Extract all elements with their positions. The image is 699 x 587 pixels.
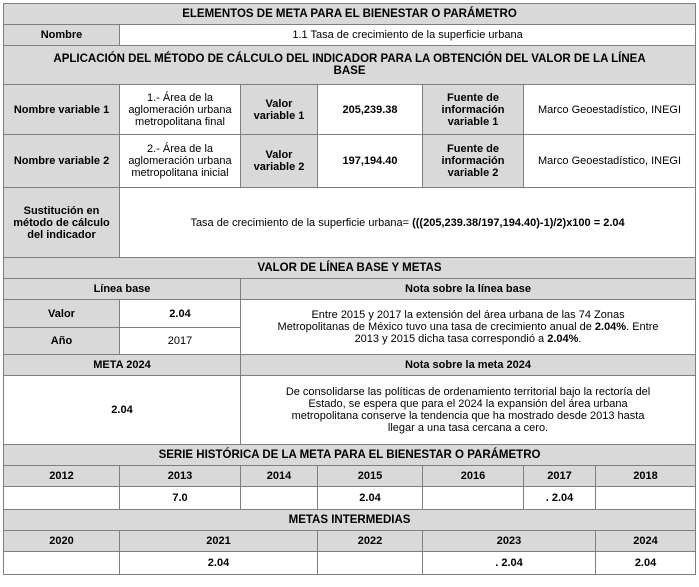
serie-year: 2012 <box>4 466 120 487</box>
linea-base-anio: 2017 <box>120 328 241 355</box>
sustitucion-formula: (((205,239.38/197,194.40)-1)/2)x100 = 2.04 <box>412 216 625 229</box>
serie-value: . 2.04 <box>524 487 596 510</box>
meta-2024-label: META 2024 <box>4 355 241 376</box>
section-header-intermedias: METAS INTERMEDIAS <box>4 510 696 531</box>
serie-year: 2013 <box>120 466 241 487</box>
linea-base-valor: 2.04 <box>120 300 241 328</box>
serie-year: 2018 <box>596 466 696 487</box>
sustitucion-label: Sustitución en método de cálculo del indicador <box>4 188 120 258</box>
serie-value: 7.0 <box>120 487 241 510</box>
serie-year: 2014 <box>241 466 318 487</box>
section-header-serie: SERIE HISTÓRICA DE LA META PARA EL BIENESTAR O PARÁMETRO <box>4 445 696 466</box>
serie-year: 2016 <box>423 466 524 487</box>
linea-base-nota-label: Nota sobre la línea base <box>241 279 696 300</box>
variable-1-source: Marco Geoestadístico, INEGI <box>524 85 696 135</box>
serie-value <box>4 487 120 510</box>
section-header-linea-base: VALOR DE LÍNEA BASE Y METAS <box>4 258 696 279</box>
serie-value <box>423 487 524 510</box>
intermedia-year: 2022 <box>318 531 423 552</box>
variable-2-name-label: Nombre variable 2 <box>4 135 120 188</box>
meta-nota-label: Nota sobre la meta 2024 <box>241 355 696 376</box>
variable-2-source: Marco Geoestadístico, INEGI <box>524 135 696 188</box>
variable-2-source-label: Fuente de información variable 2 <box>423 135 524 188</box>
intermedia-value <box>318 552 423 575</box>
intermedia-value: 2.04 <box>596 552 696 575</box>
variable-1-value: 205,239.38 <box>318 85 423 135</box>
sustitucion-formula-cell <box>120 188 696 258</box>
variable-2-name: 2.- Área de la aglomeración urbana metropolitana inicial <box>120 135 241 188</box>
variable-1-value-label: Valor variable 1 <box>241 85 318 135</box>
nombre-label: Nombre <box>4 25 120 46</box>
intermedia-value <box>4 552 120 575</box>
valor-label: Valor <box>4 300 120 328</box>
intermedia-year: 2021 <box>120 531 318 552</box>
variable-2-value-label: Valor variable 2 <box>241 135 318 188</box>
intermedia-year: 2023 <box>423 531 596 552</box>
serie-value <box>596 487 696 510</box>
serie-value: 2.04 <box>318 487 423 510</box>
serie-year: 2015 <box>318 466 423 487</box>
variable-1-name: 1.- Área de la aglomeración urbana metropolitana final <box>120 85 241 135</box>
serie-value <box>241 487 318 510</box>
variable-1-source-label: Fuente de información variable 1 <box>423 85 524 135</box>
variable-1-name-label: Nombre variable 1 <box>4 85 120 135</box>
intermedia-year: 2024 <box>596 531 696 552</box>
nombre-value: 1.1 Tasa de crecimiento de la superficie urbana <box>120 25 696 46</box>
meta-2024-value: 2.04 <box>4 376 241 445</box>
section-header-elementos: ELEMENTOS DE META PARA EL BIENESTAR O PARÁMETRO <box>4 4 696 25</box>
indicator-sheet <box>3 3 696 575</box>
sustitucion-prefix: Tasa de crecimiento de la superficie urbana= <box>190 216 413 229</box>
serie-year: 2017 <box>524 466 596 487</box>
linea-base-col-label: Línea base <box>4 279 241 300</box>
section-header-metodo: APLICACIÓN DEL MÉTODO DE CÁLCULO DEL INDICADOR PARA LA OBTENCIÓN DEL VALOR DE LA LÍNEA BASE <box>4 46 696 85</box>
intermedia-value: . 2.04 <box>423 552 596 575</box>
intermedia-year: 2020 <box>4 531 120 552</box>
linea-base-nota: Entre 2015 y 2017 la extensión del área urbana de las 74 Zonas Metropolitanas de México tuvo una tasa de crecimiento anual de 2.04%. Entre 2013 y 2015 dicha tasa correspondió a 2.04%. <box>241 300 696 355</box>
meta-nota: De consolidarse las políticas de ordenamiento territorial bajo la rectoría del Estado, se espera que para el 2024 la expansión del área urbana metropolitana conserve la tendencia que ha mostrado desde 2013 hasta llegar a una tasa cercana a cero. <box>241 376 696 445</box>
anio-label: Año <box>4 328 120 355</box>
variable-2-value: 197,194.40 <box>318 135 423 188</box>
intermedia-value: 2.04 <box>120 552 318 575</box>
